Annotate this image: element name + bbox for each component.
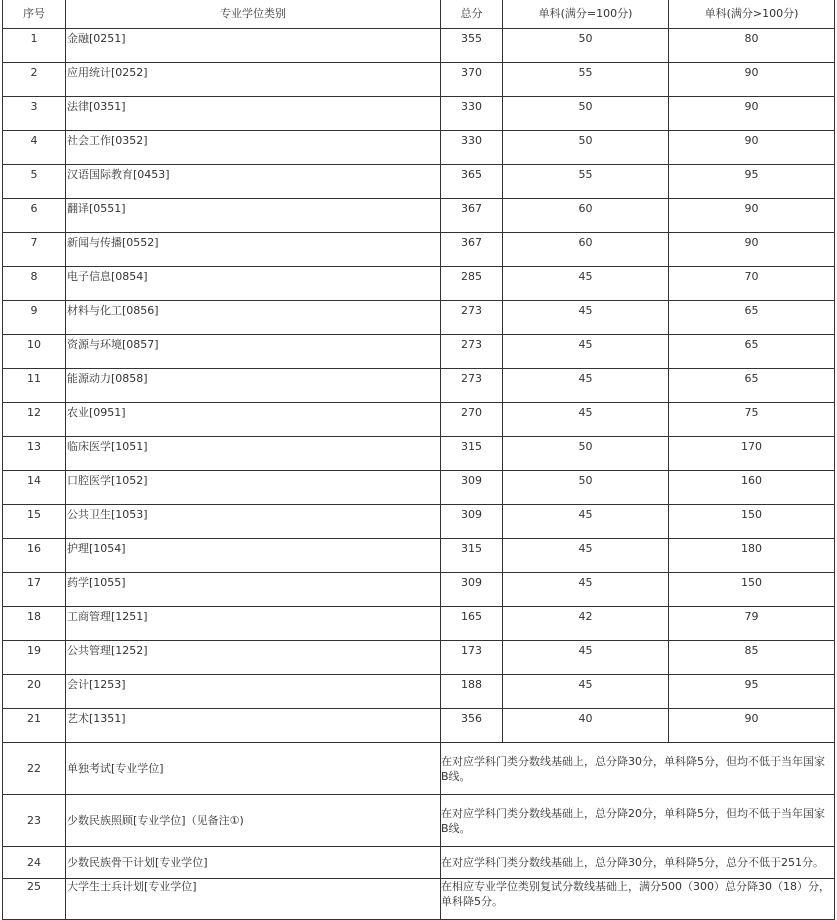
cell-single-100: 45 bbox=[503, 267, 669, 301]
table-row-note bbox=[3, 795, 835, 847]
cell-no: 14 bbox=[3, 471, 66, 505]
cell-no: 25 bbox=[3, 879, 66, 920]
cell-category: 金融[0251] bbox=[66, 29, 441, 63]
cell-single-100: 50 bbox=[503, 97, 669, 131]
cell-total: 273 bbox=[441, 335, 503, 369]
cell-category: 药学[1055] bbox=[66, 573, 441, 607]
table-row bbox=[3, 403, 835, 437]
cell-no: 20 bbox=[3, 675, 66, 709]
cell-rule-text: 在对应学科门类分数线基础上，总分降30分，单科降5分，总分不低于251分。 bbox=[441, 847, 835, 879]
cell-category: 口腔医学[1052] bbox=[66, 471, 441, 505]
cell-category: 翻译[0551] bbox=[66, 199, 441, 233]
cell-single-100: 45 bbox=[503, 641, 669, 675]
cell-single-over-100: 90 bbox=[669, 97, 835, 131]
table-row bbox=[3, 233, 835, 267]
table-row bbox=[3, 335, 835, 369]
cell-category: 临床医学[1051] bbox=[66, 437, 441, 471]
cell-no: 13 bbox=[3, 437, 66, 471]
cell-no: 22 bbox=[3, 743, 66, 795]
cell-category: 护理[1054] bbox=[66, 539, 441, 573]
cell-single-over-100: 90 bbox=[669, 131, 835, 165]
header-row bbox=[3, 0, 835, 29]
cell-no: 24 bbox=[3, 847, 66, 879]
header-degree-category: 专业学位类别 bbox=[66, 0, 441, 29]
cell-total: 285 bbox=[441, 267, 503, 301]
cell-no: 6 bbox=[3, 199, 66, 233]
cell-single-100: 50 bbox=[503, 29, 669, 63]
cell-single-over-100: 90 bbox=[669, 199, 835, 233]
header-single-subject-100: 单科(满分=100分) bbox=[503, 0, 669, 29]
table-row bbox=[3, 641, 835, 675]
cell-category: 法律[0351] bbox=[66, 97, 441, 131]
table-row bbox=[3, 573, 835, 607]
cell-no: 2 bbox=[3, 63, 66, 97]
cell-single-100: 55 bbox=[503, 165, 669, 199]
cell-total: 330 bbox=[441, 97, 503, 131]
cell-total: 270 bbox=[441, 403, 503, 437]
cell-total: 355 bbox=[441, 29, 503, 63]
cell-single-over-100: 80 bbox=[669, 29, 835, 63]
cell-no: 3 bbox=[3, 97, 66, 131]
cell-category: 资源与环境[0857] bbox=[66, 335, 441, 369]
cell-single-over-100: 79 bbox=[669, 607, 835, 641]
cell-single-100: 45 bbox=[503, 369, 669, 403]
cell-single-over-100: 85 bbox=[669, 641, 835, 675]
cell-category: 公共管理[1252] bbox=[66, 641, 441, 675]
table-row bbox=[3, 199, 835, 233]
cell-total: 315 bbox=[441, 539, 503, 573]
cell-single-100: 60 bbox=[503, 199, 669, 233]
table-row bbox=[3, 369, 835, 403]
cell-total: 309 bbox=[441, 505, 503, 539]
cell-category: 少数民族照顾[专业学位]（见备注①) bbox=[66, 795, 441, 847]
table-row bbox=[3, 97, 835, 131]
table-row bbox=[3, 165, 835, 199]
cell-category: 农业[0951] bbox=[66, 403, 441, 437]
cell-category: 电子信息[0854] bbox=[66, 267, 441, 301]
cell-single-over-100: 95 bbox=[669, 165, 835, 199]
cell-rule-text: 在对应学科门类分数线基础上，总分降20分，单科降5分，但均不低于当年国家B线。 bbox=[441, 795, 835, 847]
cell-single-over-100: 150 bbox=[669, 505, 835, 539]
cell-single-100: 45 bbox=[503, 675, 669, 709]
cell-total: 315 bbox=[441, 437, 503, 471]
score-line-table bbox=[2, 0, 835, 920]
cell-category: 艺术[1351] bbox=[66, 709, 441, 743]
cell-single-100: 42 bbox=[503, 607, 669, 641]
cell-single-100: 45 bbox=[503, 301, 669, 335]
table-row bbox=[3, 63, 835, 97]
cell-single-over-100: 170 bbox=[669, 437, 835, 471]
cell-category: 能源动力[0858] bbox=[66, 369, 441, 403]
table-row bbox=[3, 505, 835, 539]
cell-single-over-100: 95 bbox=[669, 675, 835, 709]
cell-single-100: 40 bbox=[503, 709, 669, 743]
header-single-subject-over-100: 单科(满分>100分) bbox=[669, 0, 835, 29]
cell-single-over-100: 160 bbox=[669, 471, 835, 505]
cell-single-over-100: 180 bbox=[669, 539, 835, 573]
cell-no: 7 bbox=[3, 233, 66, 267]
cell-category: 会计[1253] bbox=[66, 675, 441, 709]
cell-single-over-100: 65 bbox=[669, 369, 835, 403]
cell-total: 309 bbox=[441, 471, 503, 505]
cell-no: 18 bbox=[3, 607, 66, 641]
cell-single-100: 45 bbox=[503, 573, 669, 607]
cell-category: 社会工作[0352] bbox=[66, 131, 441, 165]
cell-total: 309 bbox=[441, 573, 503, 607]
cell-no: 4 bbox=[3, 131, 66, 165]
cell-single-over-100: 90 bbox=[669, 63, 835, 97]
cell-no: 16 bbox=[3, 539, 66, 573]
header-total-score: 总分 bbox=[441, 0, 503, 29]
cell-category: 汉语国际教育[0453] bbox=[66, 165, 441, 199]
cell-rule-text: 在相应专业学位类别复试分数线基础上，满分500（300）总分降30（18）分，单科降5分。 bbox=[441, 879, 835, 920]
cell-single-100: 45 bbox=[503, 335, 669, 369]
table-row bbox=[3, 607, 835, 641]
cell-single-100: 55 bbox=[503, 63, 669, 97]
cell-total: 165 bbox=[441, 607, 503, 641]
cell-no: 8 bbox=[3, 267, 66, 301]
table-row bbox=[3, 709, 835, 743]
cell-single-over-100: 65 bbox=[669, 335, 835, 369]
cell-single-over-100: 75 bbox=[669, 403, 835, 437]
cell-total: 367 bbox=[441, 199, 503, 233]
cell-category: 应用统计[0252] bbox=[66, 63, 441, 97]
cell-single-over-100: 150 bbox=[669, 573, 835, 607]
header-serial-no: 序号 bbox=[3, 0, 66, 29]
cell-single-over-100: 65 bbox=[669, 301, 835, 335]
cell-total: 188 bbox=[441, 675, 503, 709]
table-row bbox=[3, 471, 835, 505]
cell-single-100: 60 bbox=[503, 233, 669, 267]
cell-no: 12 bbox=[3, 403, 66, 437]
cell-category: 新闻与传播[0552] bbox=[66, 233, 441, 267]
table-row bbox=[3, 301, 835, 335]
table-row-note bbox=[3, 847, 835, 879]
cell-total: 365 bbox=[441, 165, 503, 199]
cell-total: 367 bbox=[441, 233, 503, 267]
cell-single-over-100: 90 bbox=[669, 709, 835, 743]
cell-no: 15 bbox=[3, 505, 66, 539]
cell-single-100: 45 bbox=[503, 539, 669, 573]
cell-no: 21 bbox=[3, 709, 66, 743]
cell-single-100: 50 bbox=[503, 471, 669, 505]
cell-category: 公共卫生[1053] bbox=[66, 505, 441, 539]
cell-single-100: 45 bbox=[503, 505, 669, 539]
cell-single-100: 50 bbox=[503, 437, 669, 471]
cell-total: 173 bbox=[441, 641, 503, 675]
cell-single-100: 50 bbox=[503, 131, 669, 165]
table-row bbox=[3, 267, 835, 301]
cell-no: 11 bbox=[3, 369, 66, 403]
cell-no: 1 bbox=[3, 29, 66, 63]
cell-no: 23 bbox=[3, 795, 66, 847]
table-row bbox=[3, 131, 835, 165]
cell-total: 370 bbox=[441, 63, 503, 97]
cell-category: 单独考试[专业学位] bbox=[66, 743, 441, 795]
cell-no: 19 bbox=[3, 641, 66, 675]
table-row bbox=[3, 675, 835, 709]
cell-no: 17 bbox=[3, 573, 66, 607]
cell-total: 356 bbox=[441, 709, 503, 743]
cell-total: 330 bbox=[441, 131, 503, 165]
cell-category: 工商管理[1251] bbox=[66, 607, 441, 641]
table-row-note bbox=[3, 743, 835, 795]
cell-category: 材料与化工[0856] bbox=[66, 301, 441, 335]
cell-single-over-100: 90 bbox=[669, 233, 835, 267]
cell-no: 10 bbox=[3, 335, 66, 369]
cell-category: 大学生士兵计划[专业学位] bbox=[66, 879, 441, 920]
table-row bbox=[3, 437, 835, 471]
table-row bbox=[3, 29, 835, 63]
table-row-note bbox=[3, 879, 835, 920]
cell-single-100: 45 bbox=[503, 403, 669, 437]
cell-total: 273 bbox=[441, 369, 503, 403]
cell-rule-text: 在对应学科门类分数线基础上，总分降30分，单科降5分，但均不低于当年国家B线。 bbox=[441, 743, 835, 795]
cell-single-over-100: 70 bbox=[669, 267, 835, 301]
cell-no: 5 bbox=[3, 165, 66, 199]
cell-no: 9 bbox=[3, 301, 66, 335]
cell-total: 273 bbox=[441, 301, 503, 335]
table-row bbox=[3, 539, 835, 573]
cell-category: 少数民族骨干计划[专业学位] bbox=[66, 847, 441, 879]
